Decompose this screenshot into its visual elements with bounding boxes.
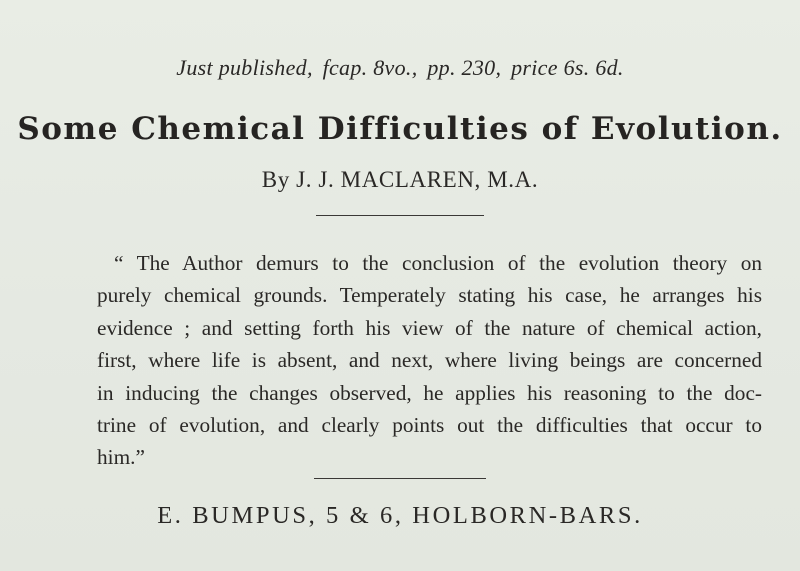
publication-pages: pp. 230, — [427, 55, 502, 80]
divider-bottom — [314, 478, 486, 479]
review-quote — [97, 247, 762, 474]
review-line: trine of evolution, and clearly points out the difficulties that occur to — [97, 413, 762, 438]
review-line: purely chemical grounds. Temperately stating his case, he arranges his — [97, 283, 762, 308]
publisher-address: E. BUMPUS, 5 & 6, HOLBORN-BARS. — [157, 502, 643, 529]
review-line: in inducing the changes observed, he applies his reasoning to the doc- — [97, 380, 762, 405]
review-line: evidence ; and setting forth his view of the nature of chemical action, — [97, 315, 762, 340]
review-line: first, where life is absent, and next, where living beings are concerned — [97, 348, 762, 373]
publication-format: fcap. 8vo., — [322, 55, 418, 80]
author-byline: By J. J. MACLAREN, M.A. — [261, 167, 539, 192]
publication-details — [0, 55, 800, 81]
divider-top — [316, 215, 484, 216]
review-line: him.” — [97, 445, 145, 470]
review-line: “ The Author demurs to the conclusion of the evolution theory on — [114, 251, 762, 275]
book-title: Some Chemical Difficulties of Evolution. — [17, 111, 783, 147]
publication-status: Just published, — [176, 55, 313, 80]
publication-price: price 6s. 6d. — [511, 55, 624, 80]
